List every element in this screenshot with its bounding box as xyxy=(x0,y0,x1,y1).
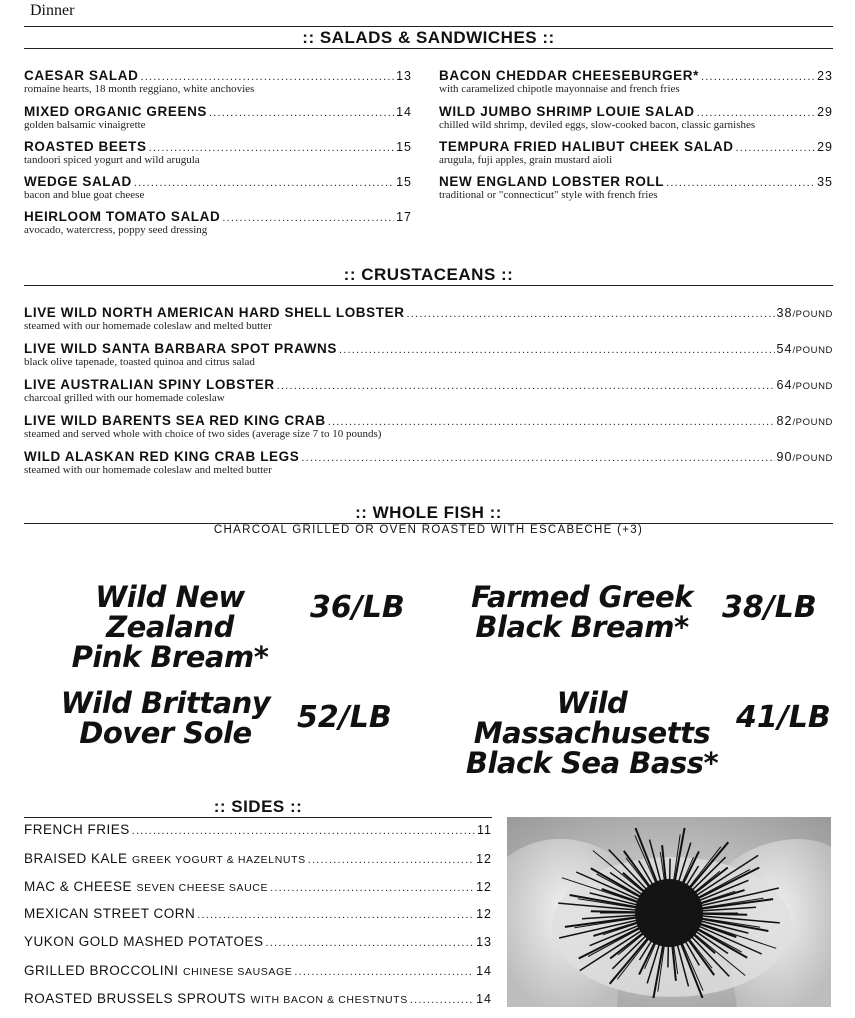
side-item xyxy=(24,850,492,878)
sea-urchin-illustration xyxy=(507,817,831,1007)
item-description: black olive tapenade, toasted quinoa and citrus salad xyxy=(24,356,255,368)
side-name: MAC & CHEESE xyxy=(24,879,133,894)
page-label: Dinner xyxy=(30,2,75,19)
item-description: arugula, fuji apples, grain mustard aioli xyxy=(439,154,613,166)
side-price: 12 xyxy=(476,907,492,921)
item-name: TEMPURA FRIED HALIBUT CHEEK SALAD xyxy=(439,139,734,154)
side-subtitle: CHINESE SAUSAGE xyxy=(183,966,293,978)
item-price: 38 xyxy=(776,306,793,320)
leader-dots xyxy=(407,308,775,320)
item-price: 29 xyxy=(817,105,833,119)
item-description: charcoal grilled with our homemade coleslaw xyxy=(24,392,225,404)
side-item xyxy=(24,878,492,906)
item-name: CAESAR SALAD xyxy=(24,68,139,83)
item-name: LIVE WILD NORTH AMERICAN HARD SHELL LOBSTER xyxy=(24,305,405,320)
price-unit: /POUND xyxy=(792,417,833,428)
fish-item-price: 36/LB xyxy=(310,590,405,625)
fish-name-line: Black Bream* xyxy=(475,610,689,644)
sides-heading: :: SIDES :: xyxy=(24,797,492,818)
leader-dots xyxy=(339,344,775,356)
item-price: 82 xyxy=(776,414,793,428)
item-description: traditional or "connecticut" style with french fries xyxy=(439,189,658,201)
leader-dots xyxy=(149,142,395,154)
item-description: steamed and served whole with choice of two sides (average size 7 to 10 pounds) xyxy=(24,428,382,440)
item-description: steamed with our homemade coleslaw and melted butter xyxy=(24,320,272,332)
price-unit: /POUND xyxy=(792,453,833,464)
menu-item xyxy=(439,104,833,139)
leader-dots xyxy=(294,966,474,978)
item-name: MIXED ORGANIC GREENS xyxy=(24,104,208,119)
fish-item-price: 41/LB xyxy=(736,700,831,735)
side-subtitle: GREEK YOGURT & HAZELNUTS xyxy=(132,854,306,866)
fish-item-price: 38/LB xyxy=(722,590,817,625)
menu-item xyxy=(24,209,412,244)
side-subtitle: WITH BACON & CHESTNUTS xyxy=(250,994,408,1006)
fish-name-line: Wild Massachusetts xyxy=(473,686,711,750)
item-price: 90 xyxy=(776,450,793,464)
item-description: romaine hearts, 18 month reggiano, white anchovies xyxy=(24,83,255,95)
top-rule xyxy=(24,26,833,27)
side-name: MEXICAN STREET CORN xyxy=(24,906,196,921)
side-name: GRILLED BROCCOLINI xyxy=(24,963,179,978)
menu-item xyxy=(24,413,833,449)
side-name: FRENCH FRIES xyxy=(24,822,130,837)
item-price: 23 xyxy=(817,69,833,83)
item-price: 14 xyxy=(396,105,412,119)
price-unit: /POUND xyxy=(792,381,833,392)
side-subtitle: SEVEN CHEESE SAUCE xyxy=(136,882,269,894)
menu-item xyxy=(439,68,833,104)
fish-name-line: Black Sea Bass* xyxy=(465,746,719,780)
item-description: with caramelized chipotle mayonnaise and french fries xyxy=(439,83,680,95)
leader-dots xyxy=(328,416,775,428)
item-description: golden balsamic vinaigrette xyxy=(24,119,146,131)
item-description: avocado, watercress, poppy seed dressing xyxy=(24,224,208,236)
item-price: 15 xyxy=(396,140,412,154)
menu-item xyxy=(24,305,833,341)
item-name: WEDGE SALAD xyxy=(24,174,132,189)
item-price: 29 xyxy=(817,140,833,154)
fish-name-line: Wild New Zealand xyxy=(95,580,245,644)
menu-item xyxy=(24,449,833,485)
item-price: 64 xyxy=(776,378,793,392)
menu-item xyxy=(439,174,833,209)
fish-item-name xyxy=(58,688,273,748)
fish-name-line: Pink Bream* xyxy=(71,640,269,674)
leader-dots xyxy=(666,177,815,189)
menu-item xyxy=(24,377,833,413)
item-name: HEIRLOOM TOMATO SALAD xyxy=(24,209,221,224)
side-price: 14 xyxy=(476,992,492,1006)
item-price: 15 xyxy=(396,175,412,189)
fish-name-line: Dover Sole xyxy=(79,716,252,750)
menu-item xyxy=(24,68,412,104)
item-description: steamed with our homemade coleslaw and melted butter xyxy=(24,464,272,476)
fish-item-price: 52/LB xyxy=(297,700,392,735)
side-item xyxy=(24,906,492,934)
leader-dots xyxy=(301,452,774,464)
item-name: ROASTED BEETS xyxy=(24,139,147,154)
leader-dots xyxy=(266,937,475,949)
salads-right-column xyxy=(439,68,833,209)
side-price: 12 xyxy=(476,852,492,866)
urchin-body xyxy=(635,879,703,947)
menu-item xyxy=(24,139,412,174)
side-item xyxy=(24,822,492,850)
whole-fish-subtitle: CHARCOAL GRILLED OR OVEN ROASTED WITH ESCABECHE (+3) xyxy=(213,524,644,536)
side-price: 14 xyxy=(476,964,492,978)
side-item xyxy=(24,934,492,962)
leader-dots xyxy=(209,107,394,119)
side-price: 11 xyxy=(477,823,492,837)
item-name: LIVE AUSTRALIAN SPINY LOBSTER xyxy=(24,377,275,392)
item-description: bacon and blue goat cheese xyxy=(24,189,145,201)
crustaceans-list xyxy=(24,305,833,485)
leader-dots xyxy=(701,71,815,83)
crustaceans-heading: :: CRUSTACEANS :: xyxy=(24,265,833,286)
item-description: chilled wild shrimp, deviled eggs, slow-cooked bacon, classic garnishes xyxy=(439,119,756,131)
side-price: 12 xyxy=(476,880,492,894)
item-price: 54 xyxy=(776,342,793,356)
item-price: 17 xyxy=(396,210,412,224)
item-name: NEW ENGLAND LOBSTER ROLL xyxy=(439,174,665,189)
side-item xyxy=(24,990,492,1018)
item-name: BACON CHEDDAR CHEESEBURGER* xyxy=(439,68,699,83)
salads-heading: :: SALADS & SANDWICHES :: xyxy=(24,28,833,49)
leader-dots xyxy=(222,212,394,224)
leader-dots xyxy=(197,909,474,921)
fish-item-name xyxy=(452,688,732,778)
leader-dots xyxy=(132,825,475,837)
item-name: LIVE WILD SANTA BARBARA SPOT PRAWNS xyxy=(24,341,337,356)
fish-item-name xyxy=(40,582,300,672)
fish-item-name xyxy=(462,582,702,642)
leader-dots xyxy=(308,854,474,866)
leader-dots xyxy=(736,142,816,154)
sea-urchin-photo xyxy=(507,817,831,1007)
price-unit: /POUND xyxy=(792,309,833,320)
leader-dots xyxy=(410,994,474,1006)
sides-list xyxy=(24,822,492,1018)
salads-left-column xyxy=(24,68,412,244)
leader-dots xyxy=(140,71,394,83)
item-name: WILD JUMBO SHRIMP LOUIE SALAD xyxy=(439,104,695,119)
item-name: LIVE WILD BARENTS SEA RED KING CRAB xyxy=(24,413,326,428)
leader-dots xyxy=(270,882,474,894)
item-price: 35 xyxy=(817,175,833,189)
item-description: tandoori spiced yogurt and wild arugula xyxy=(24,154,200,166)
side-name: YUKON GOLD MASHED POTATOES xyxy=(24,934,264,949)
item-name: WILD ALASKAN RED KING CRAB LEGS xyxy=(24,449,300,464)
side-name: ROASTED BRUSSELS SPROUTS xyxy=(24,991,247,1006)
fish-name-line: Farmed Greek xyxy=(471,580,693,614)
side-item xyxy=(24,962,492,990)
item-price: 13 xyxy=(396,69,412,83)
menu-item xyxy=(24,341,833,377)
price-unit: /POUND xyxy=(792,345,833,356)
menu-item xyxy=(439,139,833,174)
leader-dots xyxy=(134,177,394,189)
side-price: 13 xyxy=(476,935,492,949)
leader-dots xyxy=(277,380,775,392)
menu-item xyxy=(24,174,412,209)
leader-dots xyxy=(697,107,815,119)
menu-item xyxy=(24,104,412,139)
side-name: BRAISED KALE xyxy=(24,851,128,866)
whole-fish-heading: :: WHOLE FISH :: xyxy=(24,503,833,524)
fish-name-line: Wild Brittany xyxy=(60,686,271,720)
